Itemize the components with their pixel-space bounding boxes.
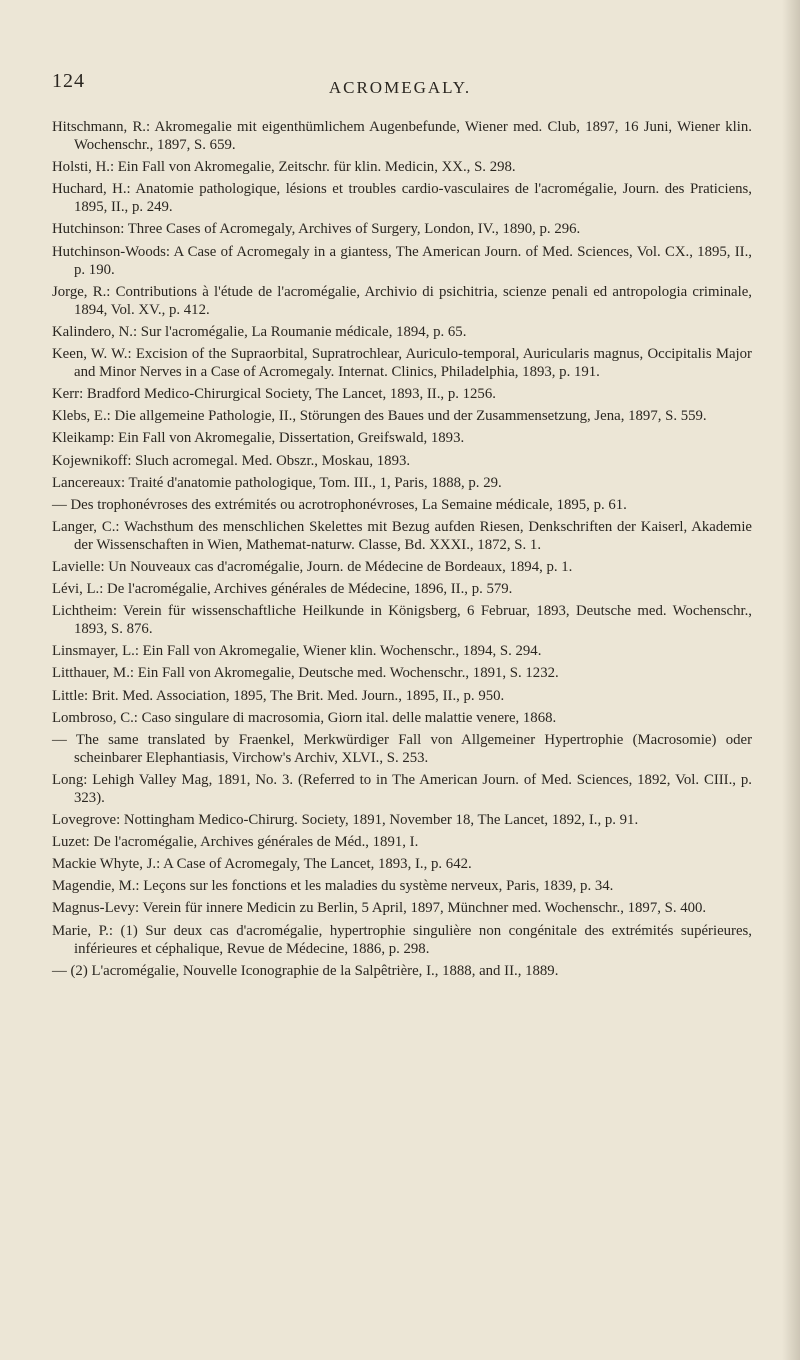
reference-entry: — The same translated by Fraenkel, Merkwürdiger Fall von Allgemeiner Hypertrophie (Macrosomie) oder scheinbarer Elephantiasis, Virchow's Archiv, XLVI., S. 253. <box>52 731 752 766</box>
reference-entry: Magendie, M.: Leçons sur les fonctions et les maladies du système nerveux, Paris, 1839, p. 34. <box>52 878 614 895</box>
reference-entry: Mackie Whyte, J.: A Case of Acromegaly, The Lancet, 1893, I., p. 642. <box>52 856 472 873</box>
reference-entry: Long: Lehigh Valley Mag, 1891, No. 3. (Referred to in The American Journ. of Med. Sciences, 1892, Vol. CIII., p. 323). <box>52 771 752 806</box>
reference-entry: Kerr: Bradford Medico-Chirurgical Society, The Lancet, 1893, II., p. 1256. <box>52 386 496 403</box>
reference-entry: Huchard, H.: Anatomie pathologique, lésions et troubles cardio-vasculaires de l'acromégalie, Journ. des Praticiens, 1895, II., p. 249. <box>52 181 752 216</box>
reference-entry: Marie, P.: (1) Sur deux cas d'acromégalie, hypertrophie singulière non congénitale des extrémités supérieures, inférieures et céphalique, Revue de Médecine, 1886, p. 298. <box>52 922 752 957</box>
reference-entry: Hutchinson-Woods: A Case of Acromegaly in a giantess, The American Journ. of Med. Sciences, Vol. CX., 1895, II., p. 190. <box>52 243 752 278</box>
reference-entry: Hitschmann, R.: Akromegalie mit eigenthümlichem Augenbefunde, Wiener med. Club, 1897, 16 Juni, Wiener klin. Wochenschr., 1897, S. 659. <box>52 119 752 154</box>
reference-entry: Keen, W. W.: Excision of the Supraorbital, Supratrochlear, Auriculo-temporal, Auricularis magnus, Occipitalis Major and Minor Nerves in a Case of Acromegaly. Internat. Clinics, Philadelphia, 1893, p. 191. <box>52 346 752 381</box>
reference-entry: — Des trophonévroses des extrémités ou acrotrophonévroses, La Semaine médicale, 1895, p. 61. <box>52 496 627 513</box>
reference-entry: Lombroso, C.: Caso singulare di macrosomia, Giorn ital. delle malattie venere, 1868. <box>52 709 557 726</box>
reference-entry: Lichtheim: Verein für wissenschaftliche Heilkunde in Königsberg, 6 Februar, 1893, Deutsche med. Wochenschr., 1893, S. 876. <box>52 603 752 638</box>
page-number: 124 <box>52 70 85 92</box>
reference-entry: Klebs, E.: Die allgemeine Pathologie, II., Störungen des Baues und der Zusammensetzung, Jena, 1897, S. 559. <box>52 408 707 425</box>
reference-entry: Langer, C.: Wachsthum des menschlichen Skelettes mit Bezug aufden Riesen, Denkschriften der Kaiserl, Akademie der Wissenschaften in Wien, Mathemat-naturw. Classe, Bd. XXXI., 1872, S. 1. <box>52 518 752 553</box>
reference-entry: Hutchinson: Three Cases of Acromegaly, Archives of Surgery, London, IV., 1890, p. 296. <box>52 221 581 238</box>
reference-entry: Little: Brit. Med. Association, 1895, The Brit. Med. Journ., 1895, II., p. 950. <box>52 687 505 704</box>
reference-entry: Luzet: De l'acromégalie, Archives générales de Méd., 1891, I. <box>52 834 419 851</box>
page-edge-shadow <box>782 0 800 1360</box>
reference-entry: Kojewnikoff: Sluch acromegal. Med. Obszr., Moskau, 1893. <box>52 452 411 469</box>
reference-entry: — (2) L'acromégalie, Nouvelle Iconographie de la Salpêtrière, I., 1888, and II., 1889. <box>52 962 559 979</box>
reference-entry: Jorge, R.: Contributions à l'étude de l'acromégalie, Archivio di psichitria, scienze penali ed antropologia criminale, 1894, Vol. XV., p. 412. <box>52 283 752 318</box>
reference-entry: Lavielle: Un Nouveaux cas d'acromégalie, Journ. de Médecine de Bordeaux, 1894, p. 1. <box>52 558 573 575</box>
reference-entry: Litthauer, M.: Ein Fall von Akromegalie, Deutsche med. Wochenschr., 1891, S. 1232. <box>52 665 559 682</box>
reference-entry: Lovegrove: Nottingham Medico-Chirurg. Society, 1891, November 18, The Lancet, 1892, I., p. 91. <box>52 812 639 829</box>
reference-entry: Lancereaux: Traité d'anatomie pathologique, Tom. III., 1, Paris, 1888, p. 29. <box>52 474 502 491</box>
reference-list <box>52 118 752 984</box>
reference-entry: Holsti, H.: Ein Fall von Akromegalie, Zeitschr. für klin. Medicin, XX., S. 298. <box>52 159 516 176</box>
reference-entry: Kalindero, N.: Sur l'acromégalie, La Roumanie médicale, 1894, p. 65. <box>52 323 467 340</box>
reference-entry: Linsmayer, L.: Ein Fall von Akromegalie, Wiener klin. Wochenschr., 1894, S. 294. <box>52 643 542 660</box>
reference-entry: Lévi, L.: De l'acromégalie, Archives générales de Médecine, 1896, II., p. 579. <box>52 581 513 598</box>
reference-entry: Magnus-Levy: Verein für innere Medicin zu Berlin, 5 April, 1897, Münchner med. Wochenschr., 1897, S. 400. <box>52 900 707 917</box>
running-head: ACROMEGALY. <box>328 78 472 97</box>
reference-entry: Kleikamp: Ein Fall von Akromegalie, Dissertation, Greifswald, 1893. <box>52 430 465 447</box>
